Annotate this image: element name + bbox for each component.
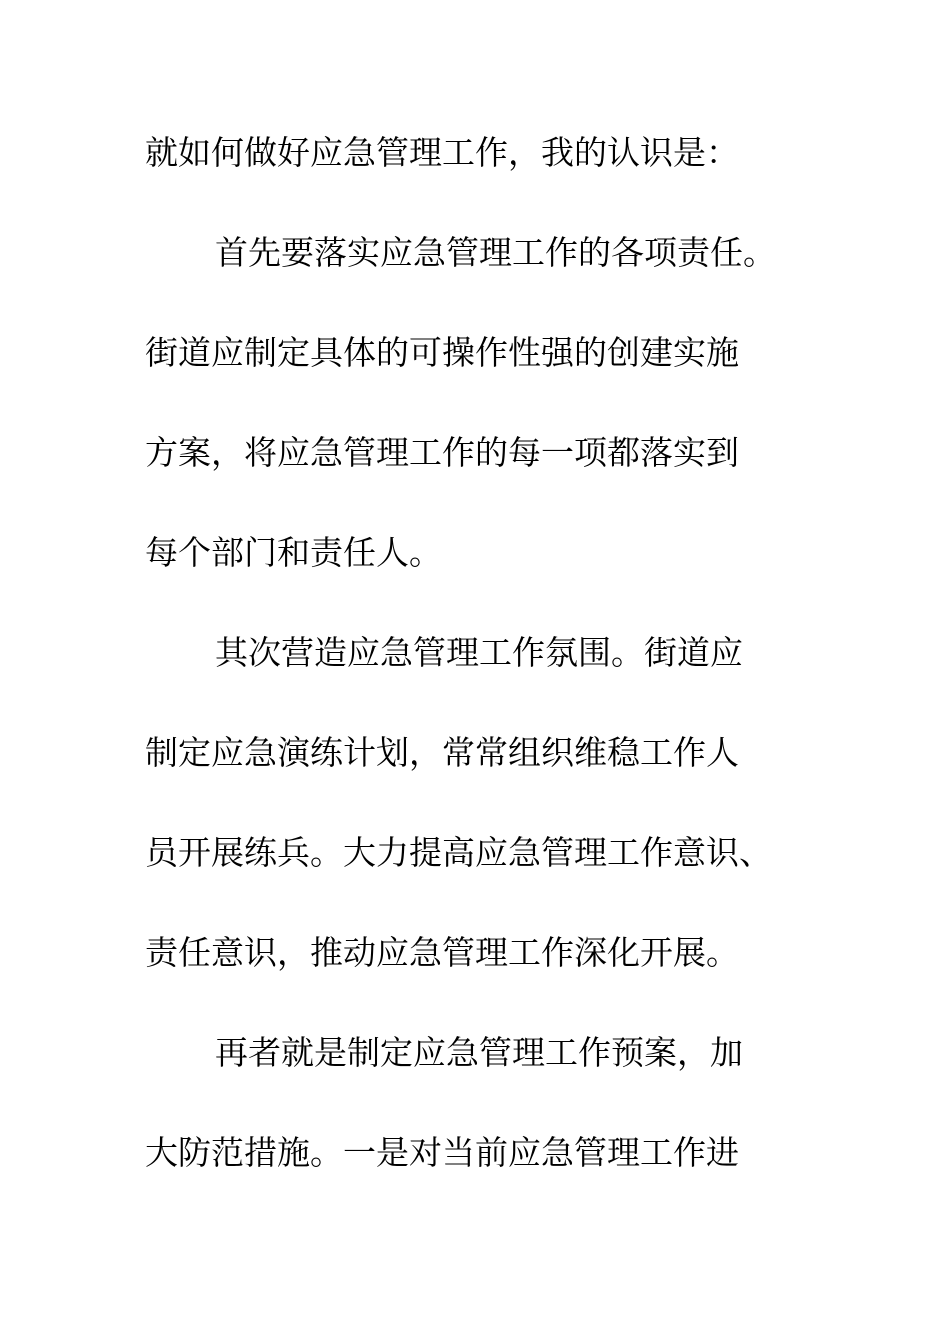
- paragraph-first-line: 其次营造应急管理工作氛围。街道应: [215, 633, 743, 672]
- text-line: 责任意识，推动应急管理工作深化开展。: [145, 933, 739, 972]
- text-line: 方案，将应急管理工作的每一项都落实到: [145, 433, 739, 472]
- text-line: 员开展练兵。大力提高应急管理工作意识、: [145, 833, 772, 872]
- text-line: 制定应急演练计划，常常组织维稳工作人: [145, 733, 739, 772]
- paragraph-first-line: 首先要落实应急管理工作的各项责任。: [215, 233, 776, 272]
- text-line: 就如何做好应急管理工作，我的认识是：: [145, 133, 739, 172]
- paragraph-first-line: 再者就是制定应急管理工作预案，加: [215, 1033, 743, 1072]
- text-line: 街道应制定具体的可操作性强的创建实施: [145, 333, 739, 372]
- text-line: 每个部门和责任人。: [145, 533, 442, 572]
- text-line: 大防范措施。一是对当前应急管理工作进: [145, 1133, 739, 1172]
